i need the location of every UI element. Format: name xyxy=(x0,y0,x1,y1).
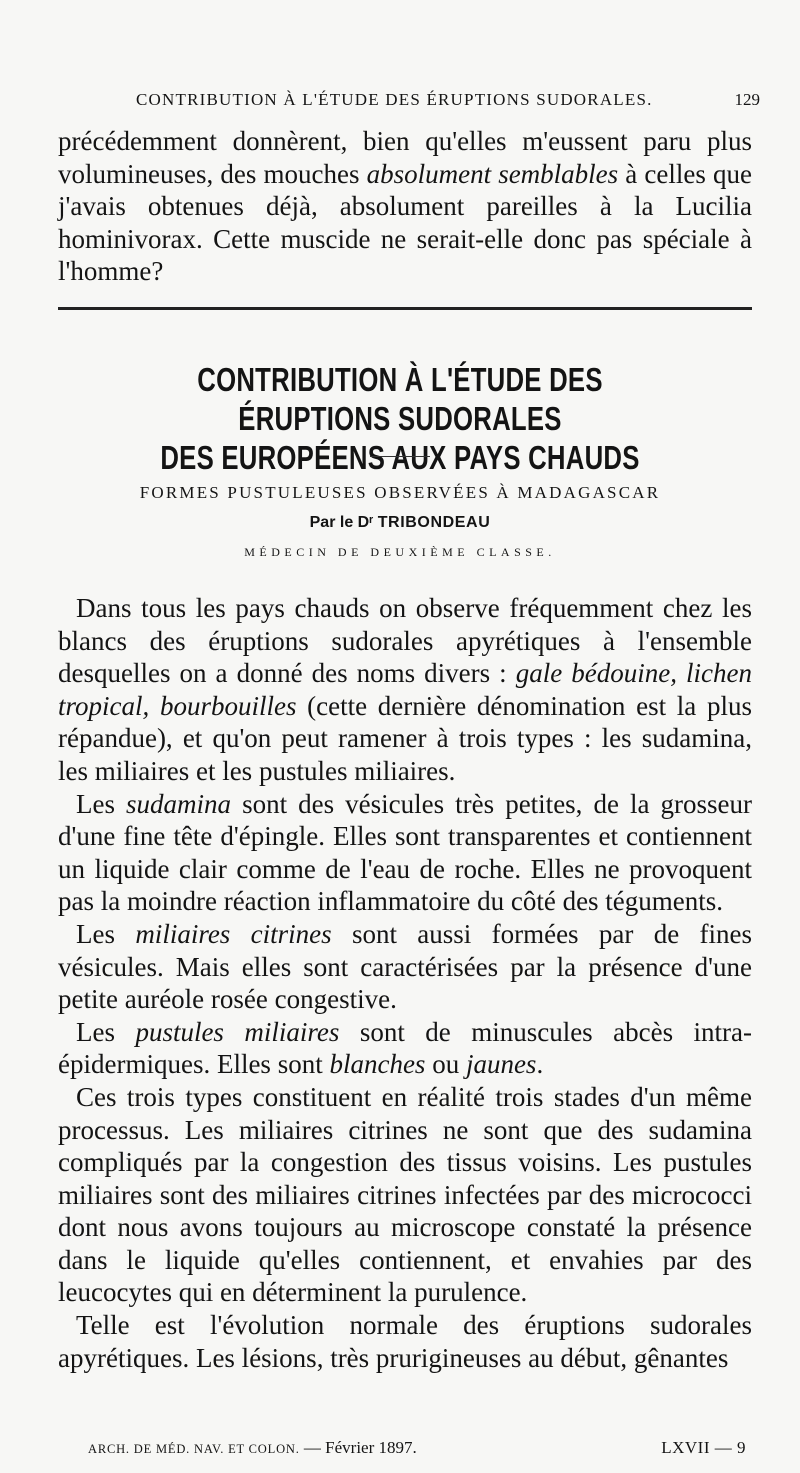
text-run: sont aussi formées par de fines vésicules. Mais elles sont caractérisées par la présence d'une petite auréole rosée congestive. xyxy=(58,918,752,1015)
author-prefix: Par le Dʳ xyxy=(309,514,378,531)
paragraph-2 xyxy=(58,788,752,918)
paragraph-3 xyxy=(58,918,752,1016)
title-rule xyxy=(370,456,430,457)
text-run: Les xyxy=(76,1016,136,1047)
body-text xyxy=(58,592,752,1374)
text-run: à celles que j'avais obtenues déjà, absolument pareilles à la Lucilia hominivorax. Cette muscide ne serait-elle donc pas spéciale à l'homme? xyxy=(58,158,752,287)
emphasis: jaunes xyxy=(465,1049,537,1080)
page-footer xyxy=(88,1438,760,1458)
paragraph-1 xyxy=(58,592,752,788)
text-run: . xyxy=(536,1049,544,1080)
running-head-title: CONTRIBUTION À L'ÉTUDE DES ÉRUPTIONS SUDORALES. xyxy=(136,90,653,109)
text-run: Les xyxy=(76,918,136,949)
text-run: ou xyxy=(425,1049,466,1080)
signature-mark: LXVII — 9 xyxy=(661,1438,746,1457)
text-run: Dans tous les pays chauds on observe fréquemment chez les blancs des éruptions sudorales apyrétiques à l'ensemble desquelles on a donné des noms divers : xyxy=(58,593,752,689)
emphasis: absolument semblables xyxy=(366,158,619,189)
running-head xyxy=(136,90,760,110)
emphasis: pustules miliaires xyxy=(135,1016,340,1047)
article-title xyxy=(119,361,681,478)
paragraph-6: Telle est l'évolution normale des éruptions sudorales apyrétiques. Les lésions, très prurigineuses au début, gênantes xyxy=(58,1310,752,1373)
intro-paragraph-block xyxy=(58,125,752,288)
author-rank: MÉDECIN DE DEUXIÈME CLASSE. xyxy=(244,545,556,559)
emphasis: blanches xyxy=(329,1049,426,1080)
text-run: précédemment donnèrent, bien qu'elles m'eussent paru plus volumineuses, des mouches xyxy=(58,126,752,189)
article-subtitle: FORMES PUSTULEUSES OBSERVÉES À MADAGASCAR xyxy=(139,483,661,502)
emphasis: sudamina xyxy=(126,788,232,819)
footer-separator: — xyxy=(299,1438,326,1457)
article-title-line-2: DES EUROPÉENS AUX PAYS CHAUDS xyxy=(160,438,640,476)
section-divider xyxy=(58,307,752,310)
emphasis: gale bédouine, lichen tropical, bourbouilles xyxy=(58,658,752,721)
paragraph-4 xyxy=(58,1016,752,1081)
author-line xyxy=(0,514,800,532)
paragraph-5: Ces trois types constituent en réalité trois stades d'un même processus. Les miliaires citrines ne sont que des sudamina compliqués par la congestion des tissus voisins. Les pustules miliaires sont des miliaires citrines infectées par des micrococci dont nous avons toujours au microscope constaté la présence dans le liquide qu'elles contiennent, et envahies par des leucocytes qui en déterminent la purulence. xyxy=(58,1081,752,1308)
text-run: sont des vésicules très petites, de la grosseur d'une fine tête d'épingle. Elles sont transparentes et contiennent un liquide clair comme de l'eau de roche. Elles ne provoquent pas la moindre réaction inflammatoire du côté des téguments. xyxy=(58,788,752,917)
text-run: sont de minuscules abcès intra-épidermiques. Elles sont xyxy=(58,1016,752,1080)
intro-paragraph xyxy=(58,125,752,288)
author-name: TRIBONDEAU xyxy=(377,514,491,531)
emphasis: miliaires citrines xyxy=(135,918,332,949)
text-run: (cette dernière dénomination est la plus répandue), et qu'on peut ramener à trois types : les sudamina, les miliaires et les pustules miliaires. xyxy=(58,690,753,786)
issue-date: Février 1897. xyxy=(325,1438,417,1457)
page-number: 129 xyxy=(734,90,760,109)
text-run: Les xyxy=(76,788,127,819)
journal-name: ARCH. DE MÉD. NAV. ET COLON. xyxy=(88,1442,300,1456)
article-title-line-1: CONTRIBUTION À L'ÉTUDE DES ÉRUPTIONS SUDORALES xyxy=(197,361,603,437)
